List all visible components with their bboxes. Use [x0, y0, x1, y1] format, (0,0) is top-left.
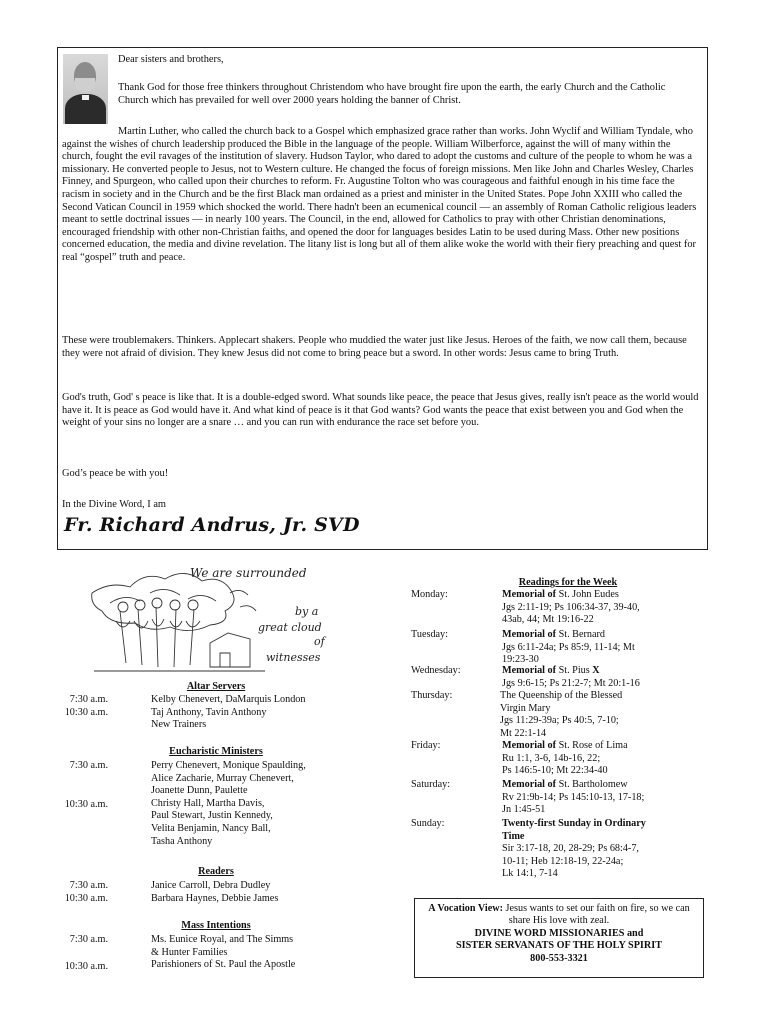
letter-paragraph-thank: Thank God for those free thinkers throughout Christendom who have brought fire upon the earth, the early Church and the Catholic Church which has prevailed for well over 2000 years holding the banner of Christ.	[118, 82, 666, 106]
eucharistic-time-2: 10:30 a.m.	[64, 799, 108, 810]
altar-time-1: 7:30 a.m.	[69, 694, 108, 705]
clipart-line4: of	[314, 635, 325, 648]
list-item: Barbara Haynes, Debbie James	[151, 892, 279, 904]
list-item: Christy Hall, Martha Davis,	[151, 797, 265, 809]
vocation-line2: SISTER SERVANATS OF THE HOLY SPIRIT	[455, 940, 662, 952]
vocation-text: Jesus wants to set our faith on fire, so we can share His love with zeal.	[502, 903, 690, 927]
vocation-label: A Vocation View:	[428, 903, 503, 914]
intentions-time-1: 7:30 a.m.	[69, 934, 108, 945]
day-tuesday: Tuesday:	[411, 629, 448, 640]
list-item: Tasha Anthony	[151, 835, 213, 847]
list-item: Joanette Dunn, Paulette	[151, 785, 248, 797]
list-item: Paul Stewart, Justin Kennedy,	[151, 810, 273, 822]
pastor-letter	[57, 47, 708, 550]
readers-time-2: 10:30 a.m.	[64, 893, 108, 904]
reading-wednesday: Memorial of St. Pius X Jgs 9:6-15; Ps 21:2-7; Mt 20:1-16	[502, 665, 640, 689]
letter-paragraph-peace: God’s peace be with you!	[62, 468, 169, 479]
pastor-photo	[63, 54, 108, 124]
altar-time-2: 10:30 a.m.	[64, 707, 108, 718]
pastor-signature: Fr. Richard Andrus, Jr. SVD	[64, 514, 360, 536]
clipart-line2: by a	[295, 605, 319, 618]
eucharistic-ministers-names	[151, 760, 351, 848]
list-item: Velita Benjamin, Nancy Ball,	[151, 822, 271, 834]
list-item: Ms. Eunice Royal, and The Simms	[151, 934, 294, 945]
reading-friday: Memorial of St. Rose of Lima Ru 1:1, 3-6, 14b-16, 22; Ps 146:5-10; Mt 22:34-40	[502, 740, 628, 777]
reading-tuesday: Memorial of St. Bernard Jgs 6:11-24a; Ps 85:9, 11-14; Mt 19:23-30	[502, 629, 635, 666]
day-thursday: Thursday:	[411, 690, 453, 701]
list-item: Perry Chenevert, Monique Spaulding,	[151, 760, 306, 771]
eucharistic-ministers-heading: Eucharistic Ministers	[169, 746, 263, 757]
intentions-time-2: 10:30 a.m.	[64, 961, 108, 972]
day-sunday: Sunday:	[411, 818, 445, 829]
list-item: New Trainers	[151, 719, 207, 731]
readings-title: Readings for the Week	[518, 577, 618, 588]
readers-heading: Readers	[198, 866, 234, 877]
clipart-line1: We are surrounded	[190, 566, 307, 580]
day-wednesday: Wednesday:	[411, 665, 461, 676]
vocation-phone: 800-553-3321	[530, 952, 588, 964]
letter-paragraph-truth: God's truth, God' s peace is like that. It is a double-edged sword. What sounds like peace, the peace that Jesus gives, really isn't peace as the world would have it. It is peace as God would have it. And what kind of peace is it that God wants? God wants the peace that exist between you and God when the weight of your sins no longer are a snare … and you can run with endurance the race set before you.	[62, 392, 699, 429]
reading-saturday: Memorial of St. Bartholomew Rv 21:9b-14; Ps 145:10-13, 17-18; Jn 1:45-51	[502, 779, 645, 816]
list-item: Janice Carroll, Debra Dudley	[151, 880, 271, 891]
list-item: Parishioners of St. Paul the Apostle	[151, 959, 296, 971]
vocation-view-box	[414, 898, 704, 978]
letter-greeting: Dear sisters and brothers,	[118, 54, 224, 65]
letter-paragraph-troublemakers: These were troublemakers. Thinkers. Applecart shakers. People who muddied the water just like Jesus. Heroes of the faith, we now call them, because they were not afraid of division. They knew Jesus did not come to bring peace but a sword. In other words: Jesus came to bring Truth.	[62, 335, 687, 359]
cloud-of-witnesses-clipart	[90, 563, 340, 675]
list-item: Alice Zacharie, Murray Chenevert,	[151, 772, 294, 784]
eucharistic-time-1: 7:30 a.m.	[69, 760, 108, 771]
reading-thursday: The Queenship of the Blessed Virgin Mary Jgs 11:29-39a; Ps 40:5, 7-10; Mt 22:1-14	[500, 690, 623, 739]
clipart-line5: witnesses	[266, 651, 321, 664]
list-item: & Hunter Families	[151, 946, 228, 958]
day-saturday: Saturday:	[411, 779, 451, 790]
reading-monday: Memorial of St. John Eudes Jgs 2:11-19; Ps 106:34-37, 39-40, 43ab, 44; Mt 19:16-22	[502, 589, 640, 626]
reading-sunday: Twenty-first Sunday in Ordinary Time Sir 3:17-18, 20, 28-29; Ps 68:4-7, 10-11; Heb 12:18-19, 22-24a; Lk 14:1, 7-14	[502, 818, 646, 880]
list-item: Taj Anthony, Tavin Anthony	[151, 706, 267, 718]
readers-time-1: 7:30 a.m.	[69, 880, 108, 891]
list-item: Kelby Chenevert, DaMarquis London	[151, 694, 306, 705]
mass-intentions-heading: Mass Intentions	[181, 920, 251, 931]
altar-servers-names	[151, 694, 351, 732]
day-monday: Monday:	[411, 589, 448, 600]
altar-servers-heading: Altar Servers	[186, 681, 246, 692]
day-friday: Friday:	[411, 740, 441, 751]
clipart-line3: great cloud	[258, 621, 322, 634]
mass-intentions-names	[151, 934, 351, 972]
letter-closing: In the Divine Word, I am	[62, 499, 167, 510]
letter-paragraph-luther: Martin Luther, who called the church back to a Gospel which emphasized grace rather than works. John Wyclif and William Tyndale, who against the wishes of church leadership produced the Bible in the language of the people. William Wilberforce, against the will of many within the church, fought the evil ravages of the institution of slavery. Hudson Taylor, who dared to adopt the customs and culture of the people to whom he was a missionary. He converted people to Jesus, not to Western culture. He changed the focus of foreign missions. Men like John and Charles Wesley, Charles Finney, and Spurgeon, who called upon their churches to reform. Fr. Augustine Tolton who was courageous and faithful enough in his time face the racism in society and in the Church and be the first Black man ordained as a priest and minister in the United States. Pope John XXIII who called the Second Vatican Council in 1959 which shocked the world. There hadn't been an ecumenical council — an assembly of Roman Catholic religious leaders meant to settle doctrinal issues — in nearly 100 years. The Council, in the end, allowed for Catholics to pray with other Christian denominations, encouraged friendship with other non-Christian faiths, and opened the door for languages besides Latin to be used during Mass. Other new positions concerned education, the media and divine revelation. The litany list is long but all of them alike woke the world with their fiery preaching and quest for real “gospel” truth and peace.	[62, 126, 697, 263]
vocation-line1: DIVINE WORD MISSIONARIES and	[474, 927, 644, 939]
readers-names	[151, 880, 351, 905]
